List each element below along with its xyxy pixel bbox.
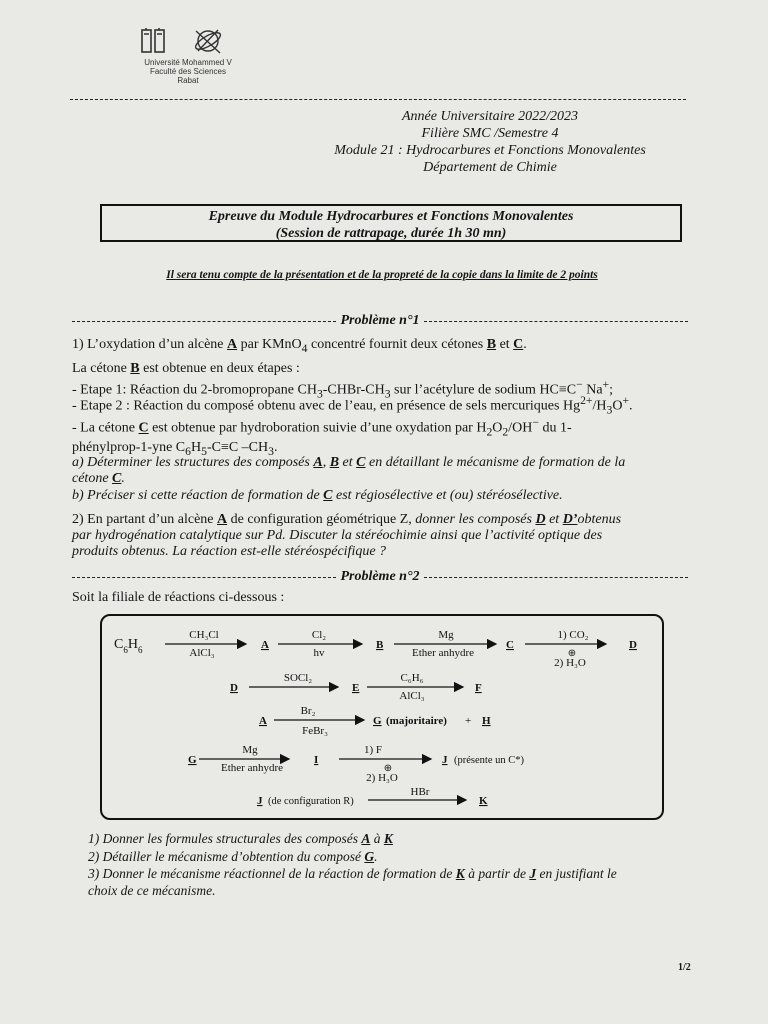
- reagent-h3o: 2) H₃O: [554, 657, 586, 669]
- configuration-note: (de configuration R): [268, 796, 354, 807]
- reagent-hbr: HBr: [410, 786, 430, 798]
- p1-step-2: - Etape 2 : Réaction du composé obtenu avec de l’eau, en présence de sels mercuriques $Hg^{2+}/H_3O^+$.: [72, 394, 633, 417]
- p2-question-2: 2) Détailler le mécanisme d’obtention du composé G.: [88, 849, 378, 864]
- compound-i: I: [314, 754, 319, 766]
- plus-sign-2: ⊕: [383, 763, 393, 774]
- plus-sign: ⊕: [567, 648, 577, 659]
- logo-line-1: Université Mohammed V: [144, 58, 232, 67]
- exam-header: [300, 108, 680, 176]
- p2-question-1: 1) Donner les formules structurales des composés A à K: [88, 831, 393, 846]
- reagent-hv: hv: [313, 647, 325, 659]
- reagent-h3o-2: 2) H₃O: [366, 772, 398, 784]
- p2-intro: Soit la filiale de réactions ci-dessous :: [72, 590, 285, 605]
- logo-caption: [118, 58, 258, 85]
- compound-d-2: D: [230, 682, 238, 694]
- exam-session: (Session de rattrapage, durée 1h 30 mn): [275, 226, 507, 241]
- reaction-scheme: [100, 614, 664, 820]
- chiral-note: (présente un C*): [454, 755, 524, 766]
- logo-line-3: Rabat: [177, 76, 199, 85]
- problem2-heading: [72, 569, 688, 585]
- reagent-br2: Br₂: [300, 705, 316, 717]
- p2-question-3: 3) Donner le mécanisme réactionnel de la réaction de formation de K à partir de J en justifiant le choix de ce mécanisme.: [88, 866, 617, 898]
- majoritaire-label: (majoritaire): [386, 715, 447, 727]
- benzene-label: $C_6H_6$: [114, 637, 143, 655]
- compound-j-2: J: [257, 795, 263, 807]
- p1-question-a: a) Déterminer les structures des composés A, B et C en détaillant le mécanisme de formation de la cétone C.: [72, 455, 626, 486]
- p1-ketone-c: - La cétone C est obtenue par hydroboration suivie d’une oxydation par $H_2O_2/OH^-$ du 1- phénylprop-1-yne $C_6H_5-C\equiv C$ $-CH_3$.: [72, 416, 572, 459]
- compound-j: J: [442, 754, 448, 766]
- compound-k: K: [479, 795, 488, 807]
- reagent-ch3cl: CH₃Cl: [189, 629, 219, 641]
- reagent-mg: Mg: [438, 629, 454, 641]
- exam-title: Epreuve du Module Hydrocarbures et Fonctions Monovalentes: [208, 209, 574, 224]
- reagent-mg-2: Mg: [242, 744, 258, 756]
- reaction-scheme-diagram: [102, 616, 666, 822]
- page-number: 1/2: [678, 962, 691, 973]
- department: Département de Chimie: [423, 160, 557, 175]
- compound-e: E: [352, 682, 360, 694]
- header-divider: [70, 99, 686, 100]
- reagent-cl2: Cl₂: [311, 629, 327, 641]
- compound-g-2: G: [188, 754, 197, 766]
- university-emblem-icon: [118, 26, 258, 58]
- reagent-alcl3-2: AlCl₃: [399, 690, 425, 702]
- compound-d: D: [629, 639, 637, 651]
- p1-question-b: b) Préciser si cette réaction de formation de C est régiosélective et (ou) stéréosélective.: [72, 488, 563, 503]
- p1-question-1: 1) L’oxydation d’un alcène A par KMnO$_4$ concentré fournit deux cétones B et C.: [72, 337, 527, 355]
- exam-title-box: [100, 204, 682, 242]
- university-logo: [118, 26, 258, 85]
- compound-a-2: A: [259, 715, 267, 727]
- reagent-alcl3: AlCl₃: [189, 647, 215, 659]
- compound-g: G: [373, 715, 382, 727]
- reagent-c6h6: C₆H₆: [400, 672, 424, 684]
- reagent-co2: 1) CO₂: [557, 629, 589, 641]
- academic-year: Année Universitaire 2022/2023: [401, 109, 578, 124]
- reagent-ether-2: Ether anhydre: [221, 762, 283, 774]
- logo-line-2: Faculté des Sciences: [149, 67, 227, 76]
- compound-a: A: [261, 639, 269, 651]
- reagent-f: 1) F: [363, 744, 383, 756]
- problem2-title: Problème n°2: [340, 569, 420, 584]
- p1-question-2: 2) En partant d’un alcène A de configuration géométrique Z, donner les composés D et D’obtenus par hydrogénation catalytique sur Pd. Discuter la stéréochimie ainsi que l’activité optique des produits obtenus. La réaction est-elle stéréospécifique ?: [72, 512, 622, 559]
- problem1-title: Problème n°1: [340, 313, 420, 328]
- presentation-note: Il sera tenu compte de la présentation et de la propreté de la copie dans la limite de 2 points: [166, 269, 598, 281]
- compound-h: H: [482, 715, 491, 727]
- plus-label: +: [465, 715, 472, 727]
- p1-ketone-b-intro: La cétone B est obtenue en deux étapes :: [72, 361, 300, 376]
- problem1-heading: [72, 313, 688, 329]
- compound-f: F: [475, 682, 482, 694]
- compound-c: C: [506, 639, 514, 651]
- reagent-socl2: SOCl₂: [283, 672, 313, 684]
- reagent-ether: Ether anhydre: [412, 647, 474, 659]
- compound-b: B: [376, 639, 384, 651]
- reagent-febr3: FeBr₃: [302, 725, 328, 737]
- program: Filière SMC /Semestre 4: [421, 126, 559, 141]
- p1-step-1: - Etape 1: Réaction du 2-bromopropane $CH_3-CHBr-CH_3$ sur l’acétylure de sodium HC≡C− Na+;: [72, 378, 614, 401]
- module: Module 21 : Hydrocarbures et Fonctions Monovalentes: [334, 143, 646, 158]
